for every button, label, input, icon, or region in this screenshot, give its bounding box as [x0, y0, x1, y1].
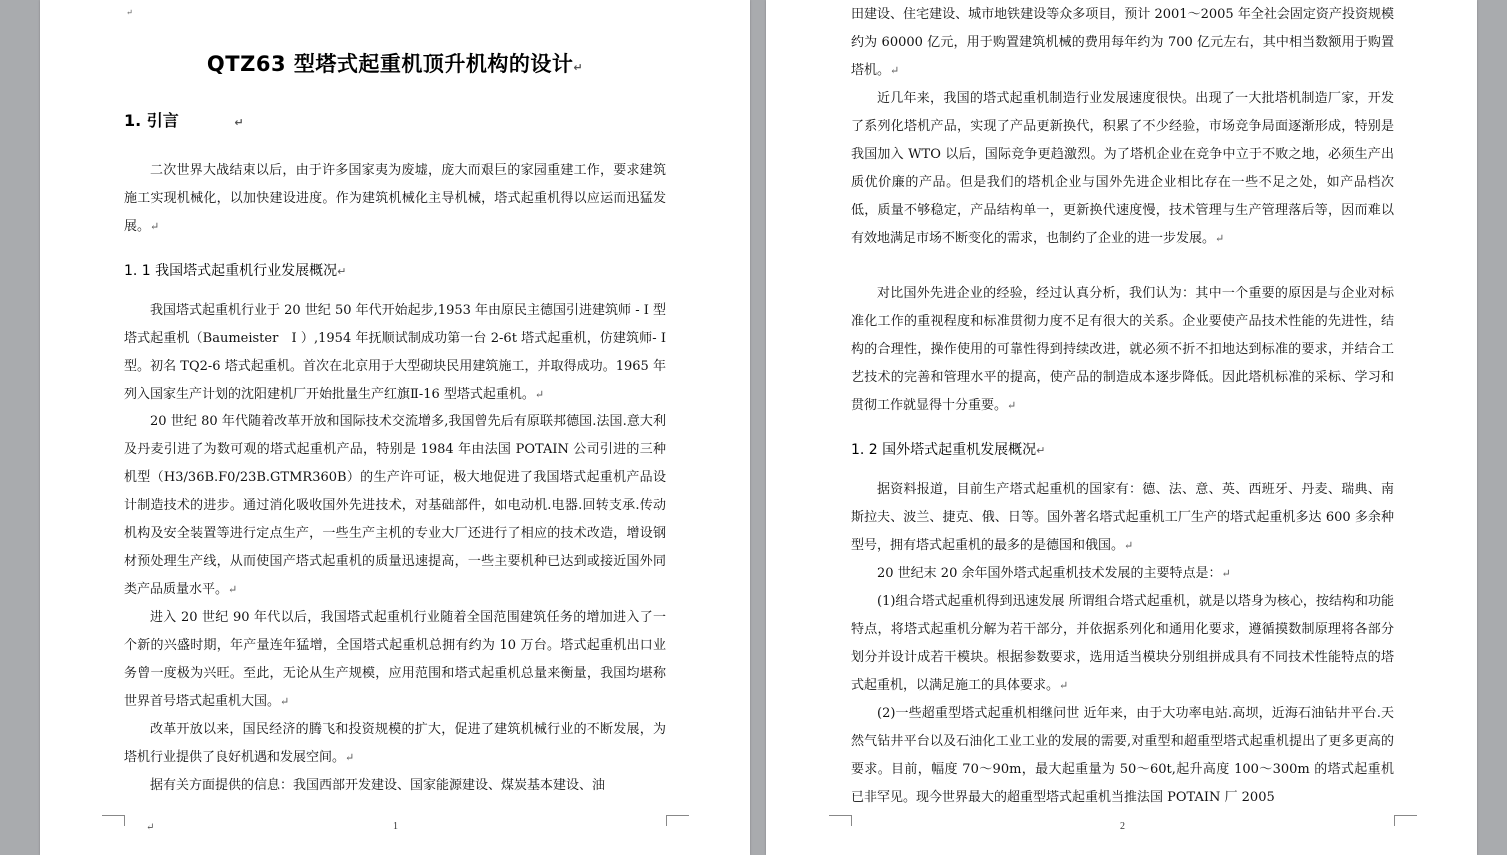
- page-number: 2: [1120, 821, 1125, 832]
- paragraph-mark: ↵: [337, 265, 347, 278]
- paragraph-3: [124, 604, 666, 716]
- paragraph-mark: ↵: [1036, 444, 1046, 457]
- paragraph-text: 改革开放以来，国民经济的腾飞和投资规模的扩大，促进了建筑机械行业的不断发展，为塔机行业提供了良好机遇和发展空间。: [124, 722, 666, 765]
- title-text: QTZ63 型塔式起重机顶升机构的设计: [206, 52, 574, 76]
- paragraph-text: 我国塔式起重机行业于 20 世纪 50 年代开始起步,1953 年由原民主德国引进建筑师 - I 型塔式起重机（Baumeister I ）,1954 年抚顺试制成功第一台 2-6t 塔式起重机，仿建筑师- I 型。初名 TQ2-6 塔式起重机。首次在北京用于大型砌块民用建筑施工，并取得成功。1965 年列入国家生产计划的沈阳建机厂开始批量生产红旗Ⅱ-16 型塔式起重机。: [124, 303, 666, 402]
- paragraph-text: 二次世界大战结束以后，由于许多国家夷为废墟，庞大而艰巨的家园重建工作，要求建筑施工实现机械化，以加快建设进度。作为建筑机械化主导机械，塔式起重机得以应运而迅猛发展。: [124, 163, 666, 234]
- section-1-1-heading: [124, 260, 346, 280]
- paragraph-continued: [851, 1, 1394, 85]
- paragraph-5: [124, 772, 666, 800]
- document-title: [124, 48, 666, 78]
- document-page-2: [766, 0, 1477, 855]
- paragraph-text: (1)组合塔式起重机得到迅速发展 所谓组合塔式起重机，就是以塔身为核心，按结构和功能特点，将塔式起重机分解为若干部分，并依据系列化和通用化要求，遵循摸数制原理将各部分划分并设计成若干模块。根据参数要求，选用适当模块分别组拼成具有不同技术性能特点的塔式起重机，以满足施工的具体要求。: [851, 594, 1394, 693]
- paragraph-mark: ↵: [146, 822, 155, 833]
- paragraph-1: [124, 297, 666, 409]
- section-1-heading: [124, 108, 244, 131]
- paragraph-mark: ↵: [1221, 567, 1231, 580]
- section-1-2-heading: [851, 439, 1045, 459]
- paragraph-text: 据资料报道，目前生产塔式起重机的国家有：德、法、意、英、西班牙、丹麦、瑞典、南斯拉夫、波兰、捷克、俄、日等。国外著名塔式起重机工厂生产的塔式起重机多达 600 多余种型号，拥有塔式起重机的最多的是德国和俄国。: [851, 482, 1394, 553]
- paragraph-text: (2)一些超重型塔式起重机相继问世 近年来，由于大功率电站.高坝，近海石油钻井平台.天然气钻井平台以及石油化工业工业的发展的需要,对重型和超重型塔式起重机提出了更多更高的要求。目前，幅度 70～90m，最大起重量为 50～60t,起升高度 100～300m 的塔式起重机已非罕见。现今世界最大的超重型塔式起重机当推法国 POTAIN 厂 2005: [851, 706, 1394, 805]
- paragraph-text: 20 世纪末 20 余年国外塔式起重机技术发展的主要特点是：: [877, 566, 1222, 581]
- paragraph-mark: ↵: [534, 388, 545, 401]
- heading-text: 1. 1 我国塔式起重机行业发展概况: [124, 263, 338, 279]
- paragraph-text: 据有关方面提供的信息：我国西部开发建设、国家能源建设、煤炭基本建设、油: [150, 778, 606, 793]
- paragraph-mark: ↵: [234, 116, 244, 129]
- paragraph-mark: ↵: [1059, 679, 1069, 692]
- paragraph-7: [851, 700, 1394, 812]
- paragraph-4: [124, 716, 666, 772]
- paragraph-text: 对比国外先进企业的经验，经过认真分析，我们认为：其中一个重要的原因是与企业对标准化工作的重视程度和标准贯彻力度不足有很大的关系。企业要使产品技术性能的先进性，结构的合理性，操作使用的可靠性得到持续改进，就必须不折不扣地达到标准的要求，并结合工艺技术的完善和管理水平的提高，使产品的制造成本逐步降低。因此塔机标准的采标、学习和贯彻工作就显得十分重要。: [851, 286, 1394, 413]
- paragraph-mark: ↵: [1215, 232, 1225, 245]
- paragraph-mark: ↵: [890, 64, 900, 77]
- paragraph-text: 田建设、住宅建设、城市地铁建设等众多项目，预计 2001～2005 年全社会固定资产投资规模约为 60000 亿元，用于购置建筑机械的费用每年约为 700 亿元左右，其中相当数额用于购置塔机。: [851, 7, 1394, 78]
- paragraph-text: 进入 20 世纪 90 年代以后，我国塔式起重机行业随着全国范围建筑任务的增加进入了一个新的兴盛时期，年产量连年猛增，全国塔式起重机总拥有约为 10 万台。塔式起重机出口业务曾一度极为兴旺。至此，无论从生产规模，应用范围和塔式起重机总量来衡量，我国均堪称世界首号塔式起重机大国。: [124, 610, 666, 709]
- paragraph-mark: ↵: [573, 61, 584, 74]
- paragraph-text: 20 世纪 80 年代随着改革开放和国际技术交流增多,我国曾先后有原联邦德国.法国.意大利及丹麦引进了为数可观的塔式起重机产品，特别是 1984 年由法国 POTAIN 公司引进的三种机型（H3/36B.F0/23B.GTMR360B）的生产许可证，极大地促进了我国塔式起重机产品设计制造技术的进步。通过消化吸收国外先进技术，对基础部件，如电动机.电器.回转支承.传动机构及安全装置等进行定点生产，一些生产主机的专业大厂还进行了相应的技术改造，增设钢材预处理生产线，从而使国产塔式起重机的质量迅速提高，一些主要机种已达到或接近国外同类产品质量水平。: [124, 414, 666, 597]
- paragraph-text: 近几年来，我国的塔式起重机制造行业发展速度很快。出现了一大批塔机制造厂家，开发了系列化塔机产品，实现了产品更新换代，积累了不少经验，市场竞争局面逐渐形成，特别是我国加入 WTO 以后，国际竞争更趋激烈。为了塔机企业在竞争中立于不败之地，必须生产出质优价廉的产品。但是我们的塔机企业与国外先进企业相比存在一些不足之处，如产品档次低，质量不够稳定，产品结构单一，更新换代速度慢，技术管理与生产管理落后等，因而难以有效地满足市场不断变化的需求，也制约了企业的进一步发展。: [851, 91, 1394, 246]
- paragraph-mark: ↵: [280, 695, 290, 708]
- paragraph-mark: ↵: [228, 583, 238, 596]
- paragraph-mark: ↵: [1007, 399, 1017, 412]
- paragraph-mark: ↵: [126, 8, 133, 17]
- margin-corner-mark: [1394, 815, 1417, 826]
- paragraph-2: [851, 85, 1394, 253]
- paragraph-3: [851, 280, 1394, 420]
- margin-corner-mark: [102, 815, 125, 826]
- paragraph-mark: ↵: [150, 220, 160, 233]
- paragraph-5: [851, 560, 1394, 588]
- margin-corner-mark: [829, 815, 852, 826]
- paragraph-4: [851, 476, 1394, 560]
- intro-paragraph: [124, 157, 666, 241]
- document-page-1: [40, 0, 750, 855]
- heading-text: 1. 2 国外塔式起重机发展概况: [851, 442, 1037, 458]
- paragraph-mark: ↵: [1124, 539, 1134, 552]
- page-number: 1: [393, 821, 398, 832]
- paragraph-2: [124, 408, 666, 604]
- heading-text: 1. 引言: [124, 111, 179, 130]
- paragraph-6: [851, 588, 1394, 700]
- paragraph-mark: ↵: [345, 751, 355, 764]
- margin-corner-mark: [666, 815, 689, 826]
